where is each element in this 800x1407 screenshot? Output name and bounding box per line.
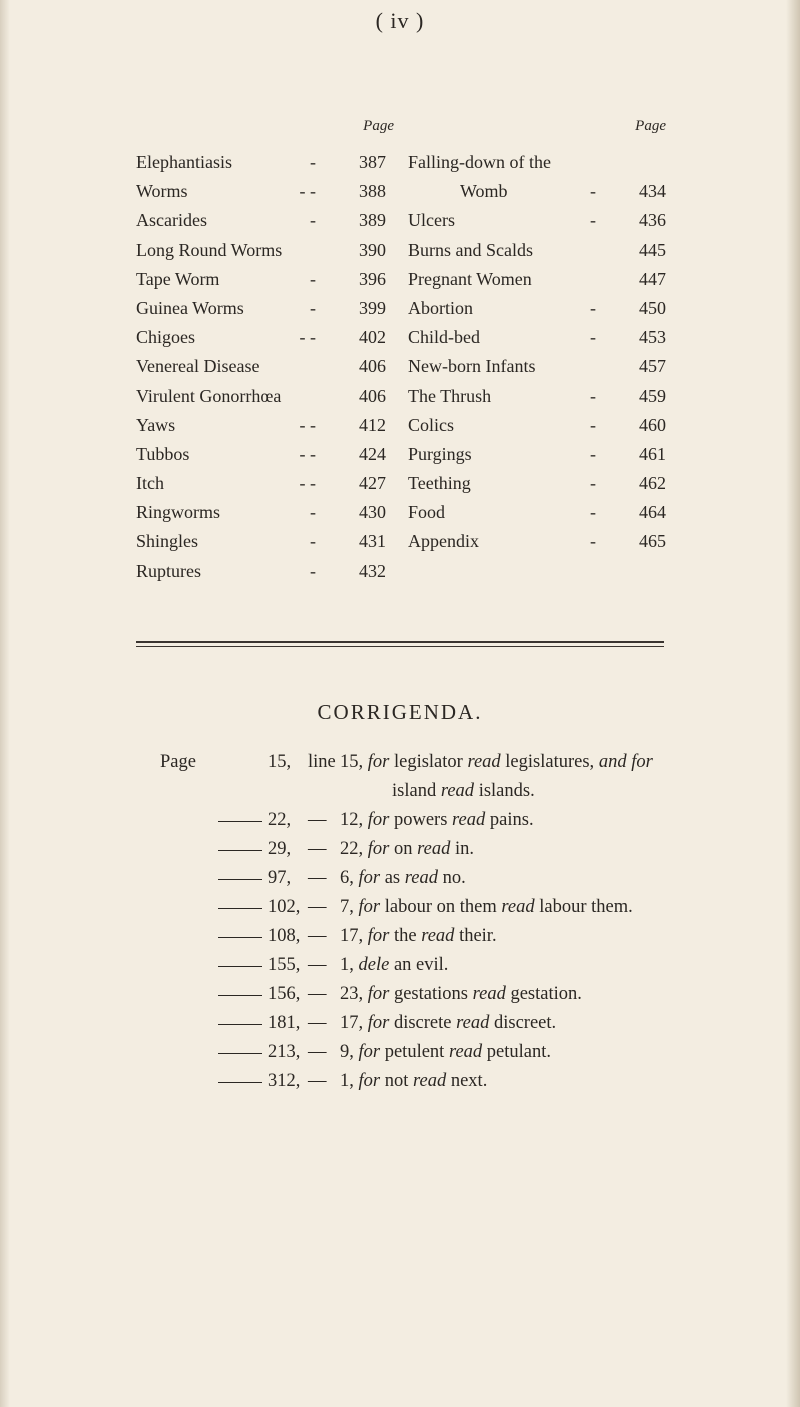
corrigendum-row (160, 864, 770, 893)
leader-dash: - (590, 297, 596, 318)
line-number: 15, (340, 752, 364, 772)
entry-title: Purgings (408, 443, 472, 464)
contents-entry (136, 294, 394, 323)
corrigendum-row (160, 1038, 770, 1067)
entry-page: 390 (359, 239, 386, 260)
entry-title: Abortion (408, 297, 473, 318)
contents-entry (408, 323, 666, 352)
corrigendum-row (160, 806, 770, 835)
corrigenda-list (160, 748, 770, 1096)
leader-dash: - - (299, 181, 316, 202)
entry-page: 432 (359, 560, 386, 581)
wrong-reading: on (393, 839, 413, 859)
line-number: 9, (340, 1042, 354, 1062)
corrigendum-separator: — (308, 839, 327, 859)
for-word: for (358, 868, 381, 888)
entry-page: 450 (639, 297, 666, 318)
read-word: read (472, 984, 506, 1004)
entry-page: 465 (639, 531, 666, 552)
contents-entry (408, 469, 666, 498)
right-reading: pains. (489, 810, 534, 830)
contents-column-left (136, 118, 394, 586)
corrigendum-separator: line (308, 752, 336, 772)
for-word: for (367, 752, 390, 772)
entry-page: 461 (639, 443, 666, 464)
corrigendum-text (340, 835, 474, 864)
wrong-reading: as (384, 868, 401, 888)
entry-title: Falling-down of the (408, 152, 551, 172)
entry-page: 460 (639, 414, 666, 435)
read-word: read (452, 810, 486, 830)
corrigendum-separator: — (308, 810, 327, 830)
corrigendum-separator: — (308, 955, 327, 975)
for-word: for (367, 926, 390, 946)
ditto-rule (218, 1053, 262, 1054)
leader-dash: - (310, 297, 316, 318)
right-reading: next. (450, 1071, 488, 1091)
line-number: 12, (340, 810, 364, 830)
for-word: dele (358, 955, 390, 975)
contents-entry (408, 527, 666, 556)
ditto-rule (218, 879, 262, 880)
wrong-reading: petulent (384, 1042, 445, 1062)
entry-page: 434 (639, 181, 666, 202)
entry-page: 389 (359, 210, 386, 231)
entry-page: 457 (639, 356, 666, 377)
corrigendum-separator: — (308, 984, 327, 1004)
line-number: 1, (340, 1071, 354, 1091)
contents-entry (408, 265, 666, 294)
corrigendum-row (160, 748, 770, 777)
line-number: 6, (340, 868, 354, 888)
leader-dash: - (590, 414, 596, 435)
wrong-reading: not (384, 1071, 409, 1091)
leader-dash: - (310, 560, 316, 581)
contents-entry (408, 498, 666, 527)
entry-page: 387 (359, 152, 386, 172)
contents-entry (408, 440, 666, 469)
entry-title: Chigoes (136, 327, 196, 348)
contents-entry (408, 148, 666, 177)
corrigendum-row (160, 1067, 770, 1096)
read-word: read (421, 926, 455, 946)
entry-page: 424 (359, 443, 386, 464)
corrigendum-page: 312, (268, 1071, 301, 1091)
corrigendum-separator: — (308, 868, 327, 888)
entry-title: Shingles (136, 531, 199, 552)
entry-title: Teething (408, 473, 471, 494)
entry-page: 462 (639, 473, 666, 494)
contents-column-right (408, 118, 666, 557)
leader-dash: - (590, 443, 596, 464)
contents-entry (136, 206, 394, 235)
entry-title: Virulent Gonorrhœa (136, 385, 282, 406)
leader-dash: - - (299, 414, 316, 435)
corrigendum-row (160, 1009, 770, 1038)
entry-page: 406 (359, 356, 386, 377)
corrigendum-page: 213, (268, 1042, 301, 1062)
read-word: read (404, 868, 438, 888)
ditto-rule (218, 995, 262, 996)
entry-title: The Thrush (408, 385, 492, 406)
corrigendum-text (340, 864, 466, 893)
entry-title: Worms (136, 181, 188, 202)
contents-entry (136, 352, 394, 381)
continuation: and for (598, 752, 653, 772)
corrigendum-separator: — (308, 1013, 327, 1033)
entry-page: 459 (639, 385, 666, 406)
ditto-rule (218, 937, 262, 938)
for-word: for (358, 1042, 381, 1062)
corrigendum-row (160, 922, 770, 951)
leader-dash: - (590, 531, 596, 552)
column-heading: Page (635, 118, 666, 134)
entry-page: 447 (639, 268, 666, 289)
leader-dash: - (590, 502, 596, 523)
contents-entry (408, 206, 666, 235)
entry-page: 388 (359, 181, 386, 202)
leader-dash: - - (299, 473, 316, 494)
corrigendum-row (160, 893, 770, 922)
line-number: 7, (340, 897, 354, 917)
contents-entry (136, 148, 394, 177)
entry-title: Tubbos (136, 443, 190, 464)
corrigendum-separator: — (308, 1042, 327, 1062)
corrigendum-row (160, 777, 770, 806)
right-reading: their. (459, 926, 497, 946)
leader-dash: - (310, 268, 316, 289)
corrigendum-text (340, 980, 582, 1009)
contents-entry (136, 382, 394, 411)
corrigendum-row (160, 980, 770, 1009)
contents-entry (408, 382, 666, 411)
contents-entry (136, 440, 394, 469)
wrong-reading: labour on them (384, 897, 497, 917)
entry-title: Food (408, 502, 446, 523)
corrigendum-page: 15, (268, 752, 292, 772)
contents-entry (136, 323, 394, 352)
entry-title: Elephantiasis (136, 152, 232, 172)
for-word: for (367, 984, 390, 1004)
entry-page: 453 (639, 327, 666, 348)
entry-title: Pregnant Women (408, 268, 532, 289)
right-reading: gestation. (510, 984, 582, 1004)
entry-title: Ringworms (136, 502, 221, 523)
leader-dash: - (310, 210, 316, 231)
entry-title: Ulcers (408, 210, 455, 231)
entry-title: Womb (460, 181, 508, 202)
contents-entry (408, 411, 666, 440)
entry-title: Colics (408, 414, 455, 435)
entry-title: New-born Infants (408, 356, 536, 377)
right-reading: legislatures, (505, 752, 595, 772)
entry-title: Ascarides (136, 210, 207, 231)
corrigenda-title: CORRIGENDA. (317, 700, 483, 724)
entry-page: 412 (359, 414, 386, 435)
corrigendum-page: 102, (268, 897, 301, 917)
read-word: read (467, 752, 501, 772)
page-label: Page (160, 752, 196, 772)
entry-title: Child-bed (408, 327, 480, 348)
entry-page: 436 (639, 210, 666, 231)
corrigendum-separator: — (308, 926, 327, 946)
corrigendum-row (160, 951, 770, 980)
contents-entry (136, 557, 394, 586)
wrong-reading: the (393, 926, 417, 946)
corrigendum-text (392, 777, 535, 806)
corrigendum-text (340, 1038, 551, 1067)
corrigendum-separator: — (308, 1071, 327, 1091)
ditto-rule (218, 1024, 262, 1025)
leader-dash: - (590, 181, 596, 202)
entry-page: 396 (359, 268, 386, 289)
contents-entry (136, 469, 394, 498)
entry-page: 406 (359, 385, 386, 406)
entry-title: Itch (136, 473, 164, 494)
right-reading: islands. (478, 781, 535, 801)
right-reading: discreet. (493, 1013, 557, 1033)
corrigendum-text (340, 951, 448, 980)
read-word: read (448, 1042, 483, 1062)
ditto-rule (218, 966, 262, 967)
leader-dash: - (310, 531, 316, 552)
entry-list (408, 148, 666, 557)
wrong-reading: discrete (393, 1013, 452, 1033)
entry-page: 427 (359, 473, 386, 494)
leader-dash: - - (299, 443, 316, 464)
right-reading: in. (454, 839, 474, 859)
entry-title: Venereal Disease (136, 356, 260, 377)
corrigendum-page: 156, (268, 984, 301, 1004)
contents-entry (408, 352, 666, 381)
corrigendum-text (340, 806, 534, 835)
for-word: for (367, 1013, 390, 1033)
contents-entry (408, 294, 666, 323)
right-reading: petulant. (486, 1042, 552, 1062)
contents-entry (136, 236, 394, 265)
for-word: for (367, 839, 390, 859)
line-number: 23, (340, 984, 364, 1004)
contents-entry (408, 236, 666, 265)
leader-dash: - (590, 210, 596, 231)
contents-entry (136, 498, 394, 527)
leader-dash: - (310, 502, 316, 523)
contents-entry (136, 265, 394, 294)
corrigendum-page: 155, (268, 955, 301, 975)
corrigendum-page: 29, (268, 839, 292, 859)
entry-title: Burns and Scalds (408, 239, 533, 260)
column-heading: Page (363, 118, 394, 134)
section-divider (136, 641, 664, 647)
entry-list (136, 148, 394, 586)
entry-title: Guinea Worms (136, 297, 244, 318)
entry-title: Appendix (408, 531, 479, 552)
line-number: 17, (340, 1013, 364, 1033)
corrigendum-row (160, 835, 770, 864)
page-number: ( iv ) (375, 8, 425, 33)
corrigendum-text (340, 922, 497, 951)
right-reading: labour them. (539, 897, 633, 917)
line-number: 17, (340, 926, 364, 946)
read-word: read (417, 839, 451, 859)
corrigendum-text (340, 748, 653, 777)
leader-dash: - (310, 152, 316, 172)
ditto-rule (218, 1082, 262, 1083)
entry-page: 445 (639, 239, 666, 260)
line-number: 22, (340, 839, 364, 859)
wrong-reading: powers (393, 810, 448, 830)
contents-entry (136, 177, 394, 206)
entry-page: 399 (359, 297, 386, 318)
corrigendum-text (340, 1009, 556, 1038)
ditto-rule (218, 821, 262, 822)
entry-title: Yaws (136, 414, 176, 435)
entry-title: Tape Worm (136, 268, 220, 289)
wrong-reading: an evil. (393, 955, 449, 975)
for-word: for (367, 810, 390, 830)
wrong-reading: island (392, 781, 437, 801)
wrong-reading: legislator (393, 752, 463, 772)
read-word: read (412, 1071, 447, 1091)
entry-title: Ruptures (136, 560, 201, 581)
right-reading: no. (442, 868, 466, 888)
leader-dash: - (590, 473, 596, 494)
corrigendum-page: 22, (268, 810, 292, 830)
line-number: 1, (340, 955, 354, 975)
ditto-rule (218, 850, 262, 851)
entry-page: 430 (359, 502, 386, 523)
entry-page: 402 (359, 327, 386, 348)
read-word: read (501, 897, 535, 917)
ditto-rule (218, 908, 262, 909)
entry-page: 431 (359, 531, 386, 552)
leader-dash: - (590, 327, 596, 348)
entry-title: Long Round Worms (136, 239, 283, 260)
corrigendum-text (340, 1067, 487, 1096)
corrigendum-text (340, 893, 633, 922)
corrigendum-separator: — (308, 897, 327, 917)
contents-entry (136, 527, 394, 556)
corrigendum-page: 97, (268, 868, 292, 888)
corrigendum-page: 181, (268, 1013, 301, 1033)
leader-dash: - (590, 385, 596, 406)
read-word: read (456, 1013, 490, 1033)
entry-page: 464 (639, 502, 666, 523)
contents-entry (408, 177, 666, 206)
leader-dash: - - (299, 327, 316, 348)
wrong-reading: gestations (393, 984, 468, 1004)
contents-entry (136, 411, 394, 440)
for-word: for (358, 1071, 381, 1091)
corrigendum-page: 108, (268, 926, 301, 946)
for-word: for (358, 897, 381, 917)
read-word: read (440, 781, 475, 801)
